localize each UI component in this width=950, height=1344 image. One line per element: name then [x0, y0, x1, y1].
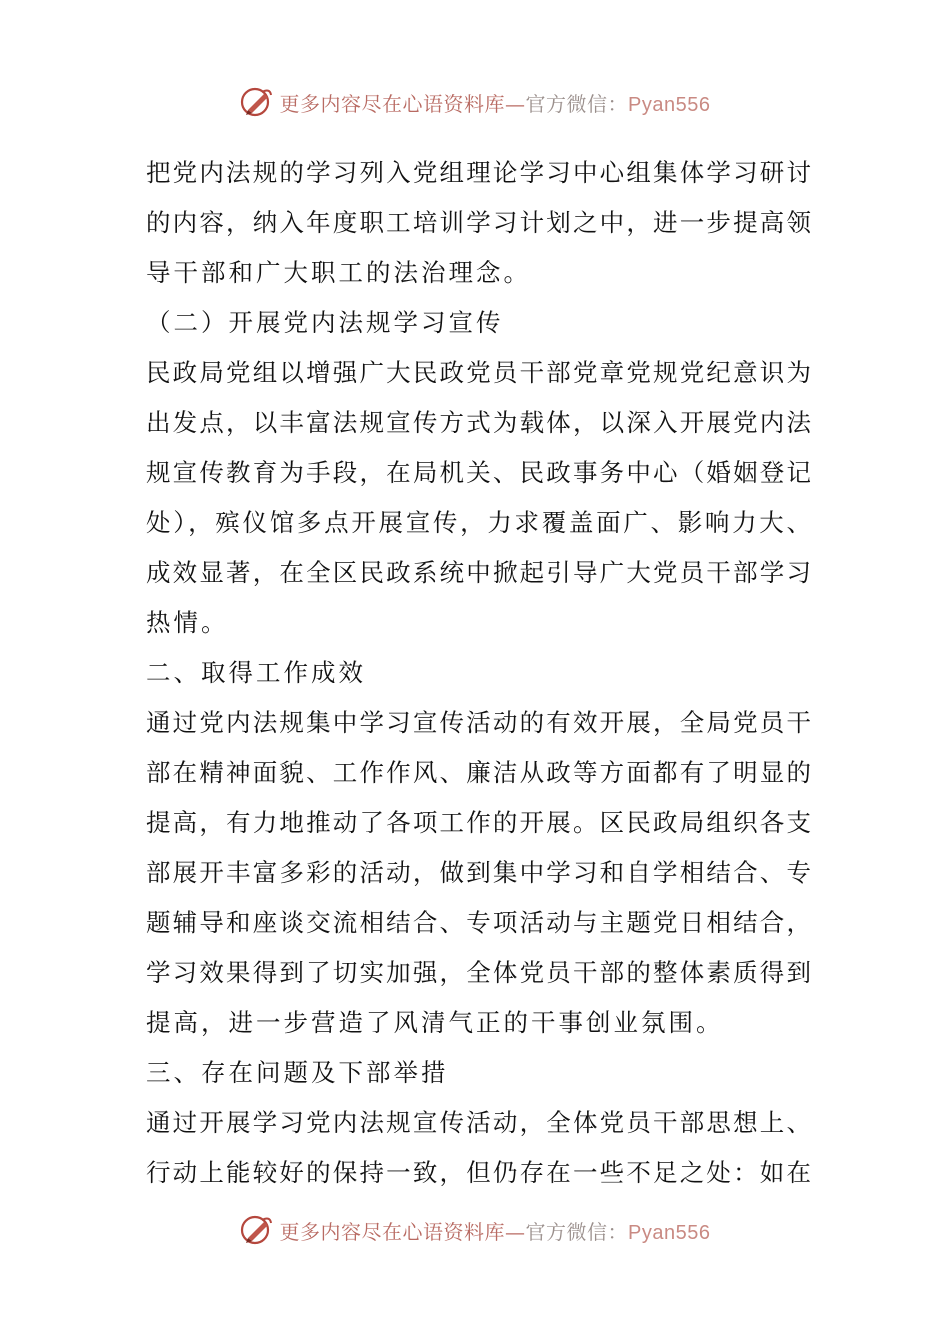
body-line: 的内容，纳入年度职工培训学习计划之中，进一步提高领 — [146, 208, 811, 237]
body-line: 出发点，以丰富法规宣传方式为载体，以深入开展党内法 — [146, 408, 811, 437]
watermark-main: 更多内容尽在心语资料库 — [279, 91, 506, 116]
body-line: 通过党内法规集中学习宣传活动的有效开展，全局党员干 — [146, 708, 811, 737]
watermark-main: 更多内容尽在心语资料库 — [279, 1219, 506, 1244]
body-line: 导干部和广大职工的法治理念。 — [146, 258, 531, 287]
pen-logo-icon — [240, 85, 274, 119]
watermark-dash: — — [505, 91, 526, 116]
body-line: 热情。 — [146, 608, 229, 637]
watermark-wechat-label: 官方微信： — [525, 91, 629, 116]
body-line: 规宣传教育为手段，在局机关、民政事务中心（婚姻登记 — [146, 458, 811, 487]
body-line: 部展开丰富多彩的活动，做到集中学习和自学相结合、专 — [146, 858, 811, 887]
pen-logo-icon — [240, 1213, 274, 1247]
body-line: 提高，进一步营造了风清气正的干事创业氛围。 — [146, 1008, 724, 1037]
watermark-text — [280, 1216, 711, 1245]
watermark-wechat-label: 官方微信： — [525, 1219, 629, 1244]
header-watermark — [0, 82, 950, 122]
body-line: 通过开展学习党内法规宣传活动，全体党员干部思想上、 — [146, 1108, 811, 1137]
body-line: 题辅导和座谈交流相结合、专项活动与主题党日相结合， — [146, 908, 811, 937]
body-line: 民政局党组以增强广大民政党员干部党章党规党纪意识为 — [146, 358, 811, 387]
watermark-wechat-id: Pyan556 — [628, 93, 711, 116]
body-line: 把党内法规的学习列入党组理论学习中心组集体学习研讨 — [146, 158, 811, 187]
section-heading: （二）开展党内法规学习宣传 — [146, 308, 504, 337]
body-line: 提高，有力地推动了各项工作的开展。区民政局组织各支 — [146, 808, 811, 837]
body-line: 学习效果得到了切实加强，全体党员干部的整体素质得到 — [146, 958, 811, 987]
section-heading: 二、取得工作成效 — [146, 658, 366, 687]
footer-watermark — [0, 1210, 950, 1250]
watermark-wechat-id: Pyan556 — [628, 1221, 711, 1244]
body-line: 行动上能较好的保持一致，但仍存在一些不足之处：如在 — [146, 1158, 811, 1187]
body-line: 处），殡仪馆多点开展宣传，力求覆盖面广、影响力大、 — [146, 508, 811, 537]
body-line: 成效显著，在全区民政系统中掀起引导广大党员干部学习 — [146, 558, 811, 587]
watermark-text — [280, 88, 711, 117]
section-heading: 三、存在问题及下部举措 — [146, 1058, 449, 1087]
watermark-dash: — — [505, 1219, 526, 1244]
body-line: 部在精神面貌、工作作风、廉洁从政等方面都有了明显的 — [146, 758, 811, 787]
document-body — [146, 148, 811, 1198]
